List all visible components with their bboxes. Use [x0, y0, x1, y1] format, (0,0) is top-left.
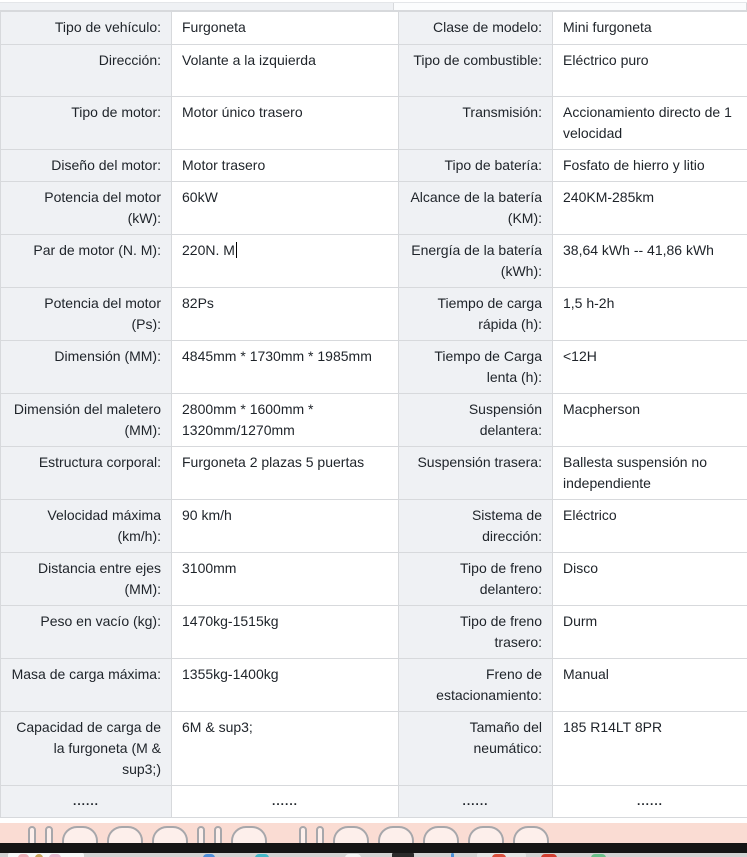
banner-letter-shape — [152, 826, 188, 843]
spec-value-cell: 38,64 kWh -- 41,86 kWh — [553, 235, 747, 288]
spec-label-cell: Velocidad máxima (km/h): — [1, 500, 172, 553]
spec-value-cell: 185 R14LT 8PR — [553, 712, 747, 786]
taskbar-pinned-panel — [8, 853, 84, 857]
spec-label-cell: Dimensión del maletero (MM): — [1, 394, 172, 447]
spec-value-cell-editing[interactable] — [172, 235, 399, 288]
spec-label-cell: Tipo de freno delantero: — [399, 553, 553, 606]
spec-value-cell: 1355kg-1400kg — [172, 659, 399, 712]
vehicle-specs-table — [0, 11, 747, 818]
spec-label-cell: Tiempo de carga rápida (h): — [399, 288, 553, 341]
spec-label-cell: Alcance de la batería (KM): — [399, 182, 553, 235]
spec-label-cell: Par de motor (N. M): — [1, 235, 172, 288]
spec-label-cell: Dimensión (MM): — [1, 341, 172, 394]
table-row — [1, 150, 747, 182]
partial-table-row — [0, 0, 747, 11]
spec-label-cell: Capacidad de carga de la furgoneta (M & sup3;) — [1, 712, 172, 786]
spec-value-cell: 3100mm — [172, 553, 399, 606]
spec-value-cell: Volante a la izquierda — [172, 45, 399, 97]
partial-row-cell-left — [0, 3, 394, 10]
banner-letter-shape — [316, 826, 324, 843]
spec-value-cell: Disco — [553, 553, 747, 606]
spec-value-cell: 90 km/h — [172, 500, 399, 553]
banner-letter-shape — [513, 826, 549, 843]
spec-value-cell: 240KM-285km — [553, 182, 747, 235]
table-row — [1, 553, 747, 606]
spec-label-cell: Peso en vacío (kg): — [1, 606, 172, 659]
banner-letter-gap — [276, 826, 290, 843]
banner-letter-shape — [378, 826, 414, 843]
table-row — [1, 12, 747, 45]
banner-letter-shape — [423, 826, 459, 843]
partial-row-band — [0, 2, 747, 11]
spec-value-cell: Mini furgoneta — [553, 12, 747, 45]
spec-value-cell: ...... — [553, 786, 747, 818]
spec-value-cell: Motor único trasero — [172, 97, 399, 150]
table-row — [1, 500, 747, 553]
spec-label-cell: Distancia entre ejes (MM): — [1, 553, 172, 606]
table-row — [1, 288, 747, 341]
spec-label-cell: Transmisión: — [399, 97, 553, 150]
table-row — [1, 341, 747, 394]
banner-letter-shape — [231, 826, 267, 843]
dark-app-icon[interactable] — [392, 853, 414, 857]
table-row — [1, 606, 747, 659]
spec-value-cell: 1470kg-1515kg — [172, 606, 399, 659]
spec-label-cell: Tiempo de Carga lenta (h): — [399, 341, 553, 394]
spec-value-cell: 4845mm * 1730mm * 1985mm — [172, 341, 399, 394]
page-banner-clipped-heading — [0, 823, 747, 843]
text-cursor — [236, 242, 238, 258]
taskbar[interactable] — [0, 853, 747, 857]
spec-label-cell: Estructura corporal: — [1, 447, 172, 500]
spec-value-cell: 6M & sup3; — [172, 712, 399, 786]
spec-label-cell: Suspensión delantera: — [399, 394, 553, 447]
spec-label-cell: Energía de la batería (kWh): — [399, 235, 553, 288]
table-row — [1, 447, 747, 500]
spec-value-cell: Fosfato de hierro y litio — [553, 150, 747, 182]
banner-letter-shape — [197, 826, 205, 843]
spec-label-cell: Tipo de motor: — [1, 97, 172, 150]
spec-label-cell: Diseño del motor: — [1, 150, 172, 182]
partial-row-cell-right — [394, 3, 747, 10]
spec-label-cell: Tipo de freno trasero: — [399, 606, 553, 659]
spec-label-cell: Potencia del motor (Ps): — [1, 288, 172, 341]
table-row — [1, 712, 747, 786]
spec-value-cell: Accionamiento directo de 1 velocidad — [553, 97, 747, 150]
spec-value-cell: Furgoneta 2 plazas 5 puertas — [172, 447, 399, 500]
banner-letter-shape — [299, 826, 307, 843]
spec-value-cell: Macpherson — [553, 394, 747, 447]
table-row — [1, 659, 747, 712]
spec-label-cell: ...... — [1, 786, 172, 818]
table-row — [1, 45, 747, 97]
spec-label-cell: Tipo de vehículo: — [1, 12, 172, 45]
spec-label-cell: Tamaño del neumático: — [399, 712, 553, 786]
spec-label-cell: Clase de modelo: — [399, 12, 553, 45]
spec-value-cell: Ballesta suspensión no independiente — [553, 447, 747, 500]
table-row — [1, 235, 747, 288]
spec-label-cell: Potencia del motor (kW): — [1, 182, 172, 235]
blue-line-app-icon[interactable] — [451, 853, 454, 857]
spec-label-cell: Suspensión trasera: — [399, 447, 553, 500]
banner-letter-shape — [45, 826, 53, 843]
spec-value-cell: Furgoneta — [172, 12, 399, 45]
table-row — [1, 182, 747, 235]
spec-label-cell: ...... — [399, 786, 553, 818]
table-row — [1, 394, 747, 447]
spec-value-cell: Eléctrico — [553, 500, 747, 553]
spec-label-cell: Tipo de combustible: — [399, 45, 553, 97]
spec-value-cell: 82Ps — [172, 288, 399, 341]
table-row-ellipsis — [1, 786, 747, 818]
banner-letter-shape — [214, 826, 222, 843]
spec-value-cell: Manual — [553, 659, 747, 712]
banner-letter-shape — [62, 826, 98, 843]
table-row — [1, 97, 747, 150]
spec-value-cell: Durm — [553, 606, 747, 659]
spec-label-cell: Freno de estacionamiento: — [399, 659, 553, 712]
black-divider-bar — [0, 843, 747, 853]
banner-letter-shape — [468, 826, 504, 843]
spec-value-cell: 60kW — [172, 182, 399, 235]
spec-label-cell: Masa de carga máxima: — [1, 659, 172, 712]
spec-label-cell: Dirección: — [1, 45, 172, 97]
spec-value-cell: 1,5 h-2h — [553, 288, 747, 341]
banner-letter-shape — [333, 826, 369, 843]
banner-letter-shape — [107, 826, 143, 843]
spec-value-cell: Motor trasero — [172, 150, 399, 182]
spec-value-cell: <12H — [553, 341, 747, 394]
spec-label-cell: Tipo de batería: — [399, 150, 553, 182]
banner-letter-shape — [28, 826, 36, 843]
spec-value-cell: 2800mm * 1600mm * 1320mm/1270mm — [172, 394, 399, 447]
spec-label-cell: Sistema de dirección: — [399, 500, 553, 553]
spec-value-cell: Eléctrico puro — [553, 45, 747, 97]
spec-value-cell: ...... — [172, 786, 399, 818]
spec-value-text: 220N. M — [182, 242, 235, 258]
